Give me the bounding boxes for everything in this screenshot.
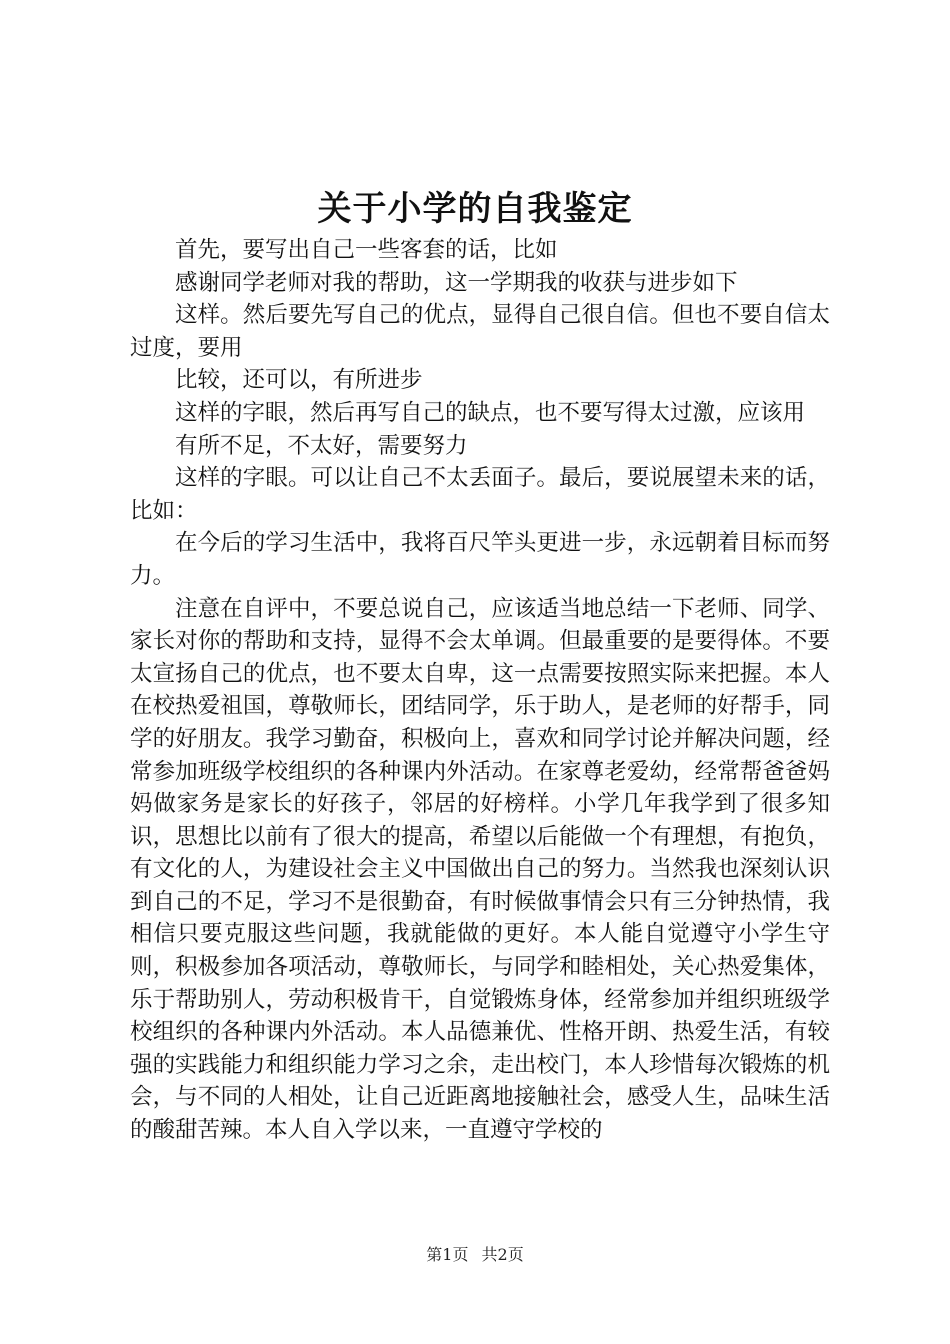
paragraph: 这样。然后要先写自己的优点，显得自己很自信。但也不要自信太过度，要用 bbox=[130, 302, 830, 361]
paragraph: 首先，要写出自己一些客套的话，比如 bbox=[175, 237, 558, 263]
paragraph: 注意在自评中，不要总说自己，应该适当地总结一下老师、同学、家长对你的帮助和支持，显得不会太单调。但最重要的是要得体。不要太宣扬自己的优点，也不要太自卑，这一点需要按照实际来把握。本人在校热爱祖国，尊敬师长，团结同学，乐于助人，是老师的好帮手，同学的好朋友。我学习勤奋，积极向上，喜欢和同学讨论并解决问题，经常参加班级学校组织的各种课内外活动。在家尊老爱幼，经常帮爸爸妈妈做家务是家长的好孩子，邻居的好榜样。小学几年我学到了很多知识，思想比以前有了很大的提高，希望以后能做一个有理想，有抱负，有文化的人，为建设社会主义中国做出自己的努力。当然我也深刻认识到自己的不足，学习不是很勤奋，有时候做事情会只有三分钟热情，我相信只要克服这些问题，我就能做的更好。本人能自觉遵守小学生守则，积极参加各项活动，尊敬师长，与同学和睦相处，关心热爱集体，乐于帮助别人，劳动积极肯干，自觉锻炼身体，经常参加并组织班级学校组织的各种课内外活动。本人品德兼优、性格开朗、热爱生活，有较强的实践能力和组织能力学习之余，走出校门，本人珍惜每次锻炼的机会，与不同的人相处，让自己近距离地接触社会，感受人生，品味生活的酸甜苦辣。本人自入学以来，一直遵守学校的 bbox=[130, 595, 830, 1144]
paragraph: 在今后的学习生活中，我将百尺竿头更进一步，永远朝着目标而努力。 bbox=[130, 530, 830, 589]
paragraph: 感谢同学老师对我的帮助，这一学期我的收获与进步如下 bbox=[175, 269, 738, 296]
page-total: 共2页 bbox=[481, 1245, 524, 1264]
paragraph: 这样的字眼，然后再写自己的缺点，也不要写得太过激，应该用 bbox=[175, 399, 806, 426]
paragraph: 这样的字眼。可以让自己不太丢面子。最后，要说展望未来的话，比如： bbox=[130, 465, 830, 524]
paragraph: 比较，还可以，有所进步 bbox=[175, 367, 423, 394]
document-body bbox=[130, 234, 830, 1147]
paragraph: 有所不足，不太好，需要努力 bbox=[175, 432, 468, 459]
page-number: 第1页 bbox=[426, 1245, 469, 1264]
page-footer bbox=[0, 1245, 950, 1265]
document-title: 关于小学的自我鉴定 bbox=[317, 189, 633, 229]
